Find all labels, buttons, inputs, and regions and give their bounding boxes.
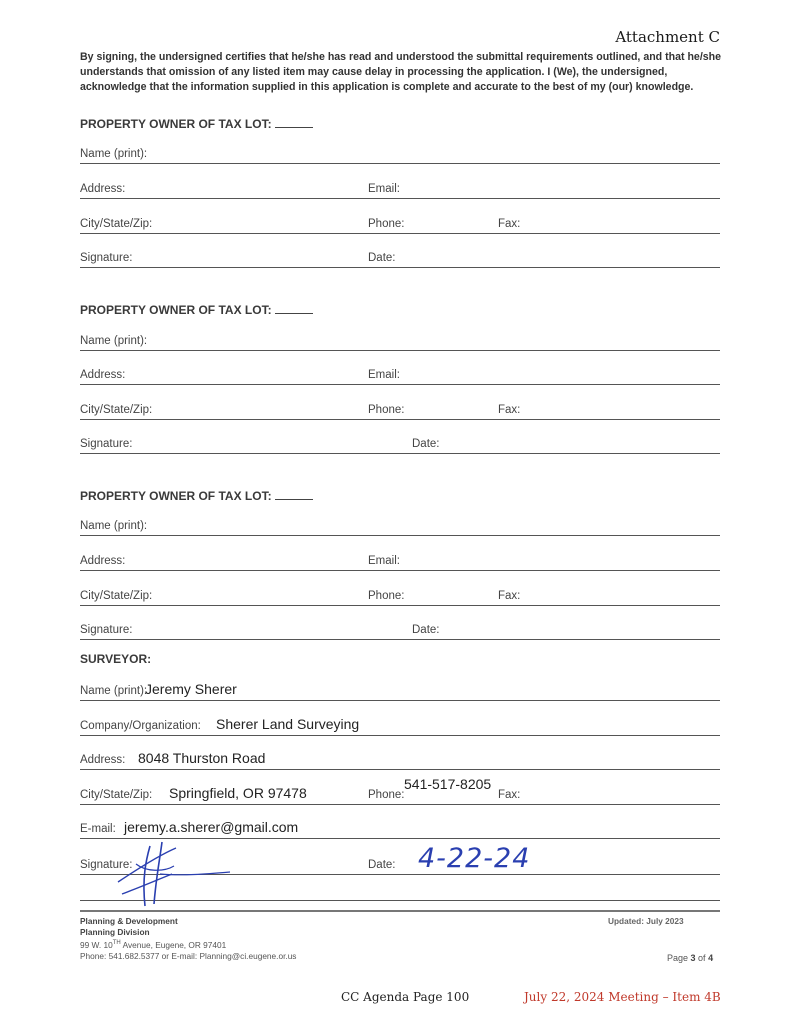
surveyor-name-value: Jeremy Sherer <box>145 681 237 697</box>
owner-3-signature-row[interactable]: Signature: Date: <box>80 615 720 640</box>
owner-1-name-field[interactable]: Name (print): <box>80 139 720 164</box>
handwritten-date: 4-22-24 <box>418 843 531 874</box>
meeting-label: July 22, 2024 Meeting – Item 4B <box>524 990 721 1004</box>
surveyor-address-value: 8048 Thurston Road <box>138 750 266 766</box>
owner-2-signature-row[interactable]: Signature: Date: <box>80 429 720 454</box>
tax-lot-blank[interactable] <box>275 302 313 314</box>
tax-lot-blank[interactable] <box>275 116 313 128</box>
tax-lot-blank[interactable] <box>275 488 313 500</box>
surveyor-company-value: Sherer Land Surveying <box>216 716 360 732</box>
surveyor-address-field[interactable]: Address: 8048 Thurston Road <box>80 745 720 770</box>
owner-2-title: PROPERTY OWNER OF TAX LOT: <box>80 302 313 317</box>
owner-3-address-row[interactable]: Address: Email: <box>80 546 720 571</box>
surveyor-email-value: jeremy.a.sherer@gmail.com <box>124 819 299 835</box>
attachment-label: Attachment C <box>615 28 720 46</box>
surveyor-name-field[interactable]: Name (print): Jeremy Sherer <box>80 676 720 701</box>
owner-1-city-row[interactable]: City/State/Zip: Phone: Fax: <box>80 209 720 234</box>
surveyor-city-row[interactable]: City/State/Zip: Springfield, OR 97478 Phone: 541-517-8205 Fax: <box>80 780 720 805</box>
certification-text: By signing, the undersigned certifies that he/she has read and understood the submittal requirements outlined, and that he/she understands that omission of any listed item may cause delay in processing the application. I (We), the undersigned, acknowledge that the information supplied in this application is complete and accurate to the best of my (our) knowledge. <box>80 51 722 93</box>
owner-1-address-row[interactable]: Address: Email: <box>80 174 720 199</box>
owner-2-address-row[interactable]: Address: Email: <box>80 360 720 385</box>
owner-3-name-field[interactable]: Name (print): <box>80 511 720 536</box>
owner-2-name-field[interactable]: Name (print): <box>80 326 720 351</box>
surveyor-phone-value: 541-517-8205 <box>404 776 492 792</box>
footer-updated: Updated: July 2023 <box>608 916 684 926</box>
surveyor-title: SURVEYOR: <box>80 652 152 666</box>
footer-contact-block: Planning & Development Planning Division 99 W. 10TH Avenue, Eugene, OR 97401 Phone: 541.682.5377 or E-mail: Planning@ci.eugene.or.us <box>80 916 297 961</box>
owner-1-title: PROPERTY OWNER OF TAX LOT: <box>80 116 313 131</box>
page-number: Page 3 of 4 <box>667 953 714 963</box>
surveyor-signature-row[interactable]: Signature: Date: 4-22-24 <box>80 850 720 875</box>
owner-2-city-row[interactable]: City/State/Zip: Phone: Fax: <box>80 395 720 420</box>
signature-scribble-icon <box>112 838 242 910</box>
owner-3-city-row[interactable]: City/State/Zip: Phone: Fax: <box>80 581 720 606</box>
surveyor-company-field[interactable]: Company/Organization: Sherer Land Surveying <box>80 711 720 736</box>
surveyor-city-value: Springfield, OR 97478 <box>169 785 307 801</box>
agenda-page-label: CC Agenda Page 100 <box>341 990 470 1004</box>
owner-1-signature-row[interactable]: Signature: Date: <box>80 243 720 268</box>
footer-divider <box>80 910 720 912</box>
surveyor-email-field[interactable]: E-mail: jeremy.a.sherer@gmail.com <box>80 814 720 839</box>
owner-3-title: PROPERTY OWNER OF TAX LOT: <box>80 488 313 503</box>
